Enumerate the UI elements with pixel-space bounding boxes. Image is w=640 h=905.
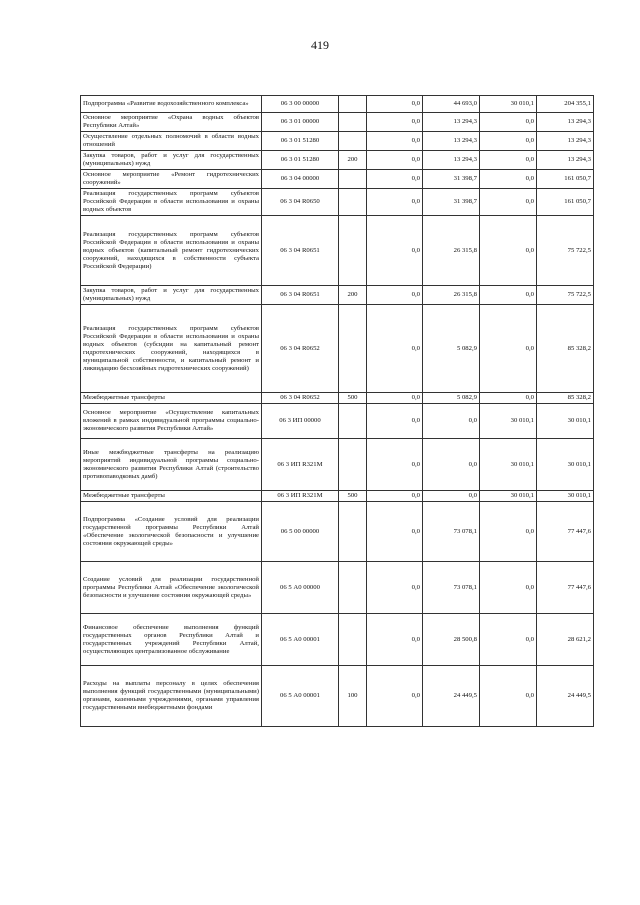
target-code: 06 3 04 R0652: [262, 393, 339, 404]
expense-type: [339, 189, 367, 216]
amount-col-2: 5 082,9: [423, 305, 480, 393]
expense-type: 200: [339, 286, 367, 305]
amount-total: 13 294,3: [537, 151, 594, 170]
table-row: [81, 393, 594, 404]
amount-col-2: 44 693,0: [423, 96, 480, 113]
expense-type: [339, 404, 367, 439]
target-code: 06 3 01 51280: [262, 132, 339, 151]
item-name: Межбюджетные трансферты: [81, 393, 262, 404]
amount-total: 77 447,6: [537, 562, 594, 614]
table-row: [81, 666, 594, 727]
target-code: 06 3 ИП 00000: [262, 404, 339, 439]
amount-total: 13 294,3: [537, 132, 594, 151]
table-row: [81, 96, 594, 113]
amount-col-2: 13 294,3: [423, 113, 480, 132]
table-row: [81, 151, 594, 170]
amount-col-2: 28 500,8: [423, 614, 480, 666]
amount-col-2: 73 078,1: [423, 562, 480, 614]
amount-col-1: 0,0: [367, 439, 423, 491]
amount-col-2: 26 315,8: [423, 216, 480, 286]
amount-col-3: 0,0: [480, 170, 537, 189]
target-code: 06 3 ИП R321M: [262, 439, 339, 491]
expense-type: 200: [339, 151, 367, 170]
amount-col-1: 0,0: [367, 132, 423, 151]
table-row: [81, 132, 594, 151]
table-row: [81, 113, 594, 132]
table-row: [81, 439, 594, 491]
target-code: 06 3 04 R0652: [262, 305, 339, 393]
target-code: 06 3 04 00000: [262, 170, 339, 189]
amount-col-1: 0,0: [367, 286, 423, 305]
amount-col-2: 73 078,1: [423, 502, 480, 562]
target-code: 06 3 04 R0651: [262, 216, 339, 286]
amount-col-2: 26 315,8: [423, 286, 480, 305]
amount-col-1: 0,0: [367, 393, 423, 404]
amount-col-3: 0,0: [480, 305, 537, 393]
amount-col-3: 0,0: [480, 502, 537, 562]
amount-col-2: 5 082,9: [423, 393, 480, 404]
expense-type: [339, 216, 367, 286]
item-name: Основное мероприятие «Охрана водных объектов Республики Алтай»: [81, 113, 262, 132]
amount-col-3: 0,0: [480, 132, 537, 151]
amount-col-2: 0,0: [423, 439, 480, 491]
item-name: Расходы на выплаты персоналу в целях обеспечения выполнения функций государственными (муниципальными) органами, казенными учреждениями, органами управления государственными внебюджетными фондами: [81, 666, 262, 727]
item-name: Закупка товаров, работ и услуг для государственных (муниципальных) нужд: [81, 286, 262, 305]
amount-total: 161 050,7: [537, 189, 594, 216]
amount-total: 204 355,1: [537, 96, 594, 113]
amount-col-1: 0,0: [367, 96, 423, 113]
amount-col-3: 0,0: [480, 216, 537, 286]
amount-col-1: 0,0: [367, 189, 423, 216]
amount-col-2: 0,0: [423, 491, 480, 502]
item-name: Основное мероприятие «Ремонт гидротехнических сооружений»: [81, 170, 262, 189]
amount-col-2: 13 294,3: [423, 151, 480, 170]
amount-col-3: 0,0: [480, 189, 537, 216]
expense-type: [339, 305, 367, 393]
amount-col-1: 0,0: [367, 562, 423, 614]
amount-col-2: 31 398,7: [423, 189, 480, 216]
expense-type: [339, 170, 367, 189]
expense-type: [339, 96, 367, 113]
amount-col-2: 13 294,3: [423, 132, 480, 151]
table-row: [81, 562, 594, 614]
expense-type: [339, 113, 367, 132]
amount-total: 161 050,7: [537, 170, 594, 189]
budget-table: [80, 95, 594, 727]
amount-col-1: 0,0: [367, 502, 423, 562]
target-code: 06 5 А0 00000: [262, 562, 339, 614]
target-code: 06 3 ИП R321M: [262, 491, 339, 502]
item-name: Осуществление отдельных полномочий в области водных отношений: [81, 132, 262, 151]
amount-col-1: 0,0: [367, 305, 423, 393]
amount-col-1: 0,0: [367, 216, 423, 286]
amount-col-1: 0,0: [367, 151, 423, 170]
page-number: 419: [311, 38, 329, 52]
amount-total: 77 447,6: [537, 502, 594, 562]
amount-col-3: 0,0: [480, 614, 537, 666]
target-code: 06 5 А0 00001: [262, 614, 339, 666]
item-name: Подпрограмма «Создание условий для реализации государственной программы Республики Алтай «Обеспечение экологической безопасности и улучшение состояния окружающей среды»: [81, 502, 262, 562]
table-row: [81, 614, 594, 666]
item-name: Реализация государственных программ субъектов Российской Федерации в области использования и охраны водных объектов (субсидии на капитальный ремонт гидротехнических сооружений, находящихся в муниципальной собственности, и капитальный ремонт и ликвидацию бесхозяйных гидротехнических сооружений): [81, 305, 262, 393]
target-code: 06 3 01 51280: [262, 151, 339, 170]
amount-col-3: 0,0: [480, 666, 537, 727]
amount-total: 75 722,5: [537, 216, 594, 286]
expense-type: [339, 439, 367, 491]
amount-col-1: 0,0: [367, 170, 423, 189]
item-name: Подпрограмма «Развитие водохозяйственного комплекса»: [81, 96, 262, 113]
amount-total: 28 621,2: [537, 614, 594, 666]
table-row: [81, 216, 594, 286]
amount-total: 85 328,2: [537, 393, 594, 404]
table-row: [81, 404, 594, 439]
target-code: 06 5 А0 00001: [262, 666, 339, 727]
amount-col-3: 0,0: [480, 393, 537, 404]
table-row: [81, 305, 594, 393]
expense-type: [339, 614, 367, 666]
amount-col-3: 30 010,1: [480, 404, 537, 439]
amount-total: 24 449,5: [537, 666, 594, 727]
table-row: [81, 491, 594, 502]
amount-col-1: 0,0: [367, 491, 423, 502]
table-row: [81, 170, 594, 189]
amount-total: 75 722,5: [537, 286, 594, 305]
item-name: Основное мероприятие «Осуществление капитальных вложений в рамках индивидуальной программы социально-экономического развития Республики Алтай»: [81, 404, 262, 439]
amount-col-1: 0,0: [367, 614, 423, 666]
amount-col-2: 24 449,5: [423, 666, 480, 727]
target-code: 06 3 00 00000: [262, 96, 339, 113]
amount-total: 30 010,1: [537, 439, 594, 491]
expense-type: [339, 132, 367, 151]
item-name: Межбюджетные трансферты: [81, 491, 262, 502]
expense-type: [339, 502, 367, 562]
target-code: 06 3 04 R0650: [262, 189, 339, 216]
item-name: Иные межбюджетные трансферты на реализацию мероприятий индивидуальной программы социально-экономического развития Республики Алтай (строительство противопаводковых дамб): [81, 439, 262, 491]
table-row: [81, 286, 594, 305]
table-row: [81, 189, 594, 216]
expense-type: 100: [339, 666, 367, 727]
target-code: 06 3 04 R0651: [262, 286, 339, 305]
amount-col-3: 30 010,1: [480, 439, 537, 491]
table-row: [81, 502, 594, 562]
amount-total: 13 294,3: [537, 113, 594, 132]
amount-total: 30 010,1: [537, 404, 594, 439]
item-name: Закупка товаров, работ и услуг для государственных (муниципальных) нужд: [81, 151, 262, 170]
expense-type: 500: [339, 393, 367, 404]
amount-total: 30 010,1: [537, 491, 594, 502]
target-code: 06 5 00 00000: [262, 502, 339, 562]
amount-col-2: 31 398,7: [423, 170, 480, 189]
expense-type: [339, 562, 367, 614]
amount-col-1: 0,0: [367, 113, 423, 132]
item-name: Создание условий для реализации государственной программы Республики Алтай «Обеспечение экологической безопасности и улучшение состояния окружающей среды»: [81, 562, 262, 614]
amount-total: 85 328,2: [537, 305, 594, 393]
target-code: 06 3 01 00000: [262, 113, 339, 132]
amount-col-3: 0,0: [480, 113, 537, 132]
amount-col-1: 0,0: [367, 666, 423, 727]
expense-type: 500: [339, 491, 367, 502]
amount-col-3: 30 010,1: [480, 491, 537, 502]
item-name: Финансовое обеспечение выполнения функций государственных органов Республики Алтай и государственных учреждений Республики Алтай, осуществляющих централизованное обслуживание: [81, 614, 262, 666]
amount-col-3: 30 010,1: [480, 96, 537, 113]
item-name: Реализация государственных программ субъектов Российской Федерации в области использования и охраны водных объектов (капитальный ремонт гидротехнических сооружений, находящихся в собственности субъекта Российской Федерации): [81, 216, 262, 286]
item-name: Реализация государственных программ субъектов Российской Федерации в области использования и охраны водных объектов: [81, 189, 262, 216]
amount-col-3: 0,0: [480, 151, 537, 170]
amount-col-2: 0,0: [423, 404, 480, 439]
amount-col-3: 0,0: [480, 286, 537, 305]
amount-col-1: 0,0: [367, 404, 423, 439]
amount-col-3: 0,0: [480, 562, 537, 614]
